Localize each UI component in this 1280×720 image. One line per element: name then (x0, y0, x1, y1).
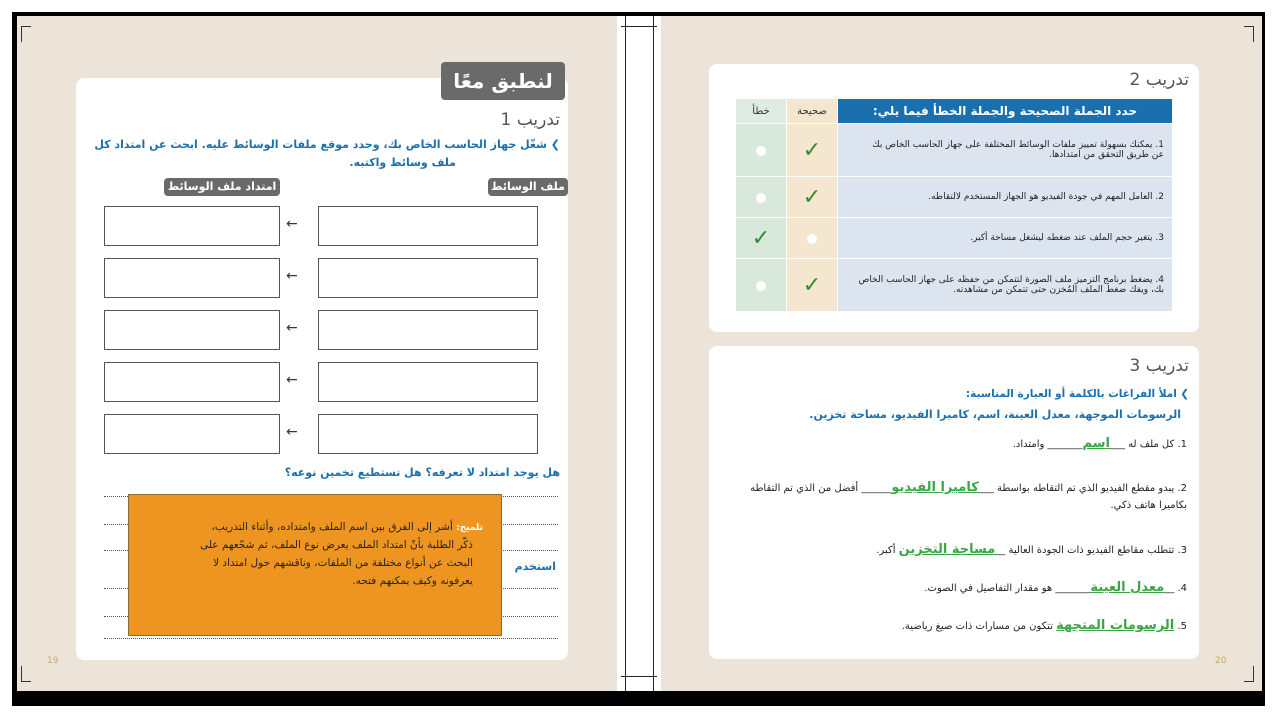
hint-note (128, 494, 502, 636)
exercise-1-card (76, 69, 568, 660)
false-cell[interactable] (736, 259, 786, 311)
extension-input[interactable] (104, 310, 280, 350)
col-true-header: صحيحة (787, 99, 837, 123)
word-bank: الرسومات الموجهة، معدل العينة، اسم، كاميرا الفيديو، مساحة تخزين. (809, 408, 1181, 421)
col-false-header: خطأ (736, 99, 786, 123)
media-file-input[interactable] (318, 362, 538, 402)
crop-mark (1244, 26, 1254, 27)
answer-2[interactable]: كاميرا الفيديو (891, 480, 979, 495)
empty-circle-icon (807, 234, 817, 244)
crop-mark (1253, 26, 1254, 42)
extension-input[interactable] (104, 362, 280, 402)
exercise-2-card (709, 64, 1199, 332)
media-file-input[interactable] (318, 414, 538, 454)
checkmark-icon: ✓ (751, 225, 771, 251)
true-false-table (735, 98, 1173, 312)
partial-label: استخدم (514, 560, 556, 573)
right-page (661, 16, 1262, 691)
crop-mark (21, 26, 31, 27)
page-number: 20 (1215, 656, 1227, 666)
statement-row: 2. العامل المهم في جودة الفيديو هو الجهاز المستخدم لالتقاطه. (838, 177, 1172, 217)
statement-row: 4. يضغط برنامج الترميز ملف الصورة لتتمكن من حفظه على جهاز الحاسب الخاص بك، ويفك ضغط الملف المُخزن حتى تتمكن من مشاهدته. (838, 259, 1172, 311)
checkmark-icon: ✓ (802, 184, 822, 210)
media-file-input[interactable] (318, 206, 538, 246)
crop-mark (1244, 681, 1254, 682)
page-number: 19 (47, 656, 59, 666)
arrow-circle-icon: ❯ (1180, 388, 1189, 400)
page-gutter (617, 16, 661, 691)
false-cell[interactable] (736, 218, 786, 258)
arrow-left-icon: ← (286, 424, 298, 440)
hint-line-1: تلميح: أشر إلى الفرق بين اسم الملف وامتداده، وأثناء التدريب، (211, 521, 483, 533)
ex3-instruction: ❯ املأ الفراغات بالكلمة أو العبارة المناسبة: (965, 388, 1189, 400)
extension-input[interactable] (104, 414, 280, 454)
media-file-input[interactable] (318, 258, 538, 298)
hint-label: تلميح: (456, 523, 483, 533)
crop-mark (21, 666, 22, 682)
exercise-2-title: تدريب 2 (1129, 70, 1189, 90)
answer-3[interactable]: مساحة التخزين (898, 542, 996, 557)
title-badge: لنطبق معًا (441, 62, 565, 100)
crop-mark (1253, 666, 1254, 682)
col-media-file: ملف الوسائط (488, 178, 568, 196)
statement-row: 3. يتغير حجم الملف عند ضغطه ليشغل مساحة أكبر. (838, 218, 1172, 258)
sentence-3: 3. تتطلب مقاطع الفيديو ذات الجودة العالية __مساحة التخزين أكبر. (876, 542, 1187, 557)
false-cell[interactable] (736, 124, 786, 176)
empty-circle-icon (756, 146, 766, 156)
sentence-2: 2. يبدو مقطع الفيديو الذي تم التقاطه بواسطة ___كاميرا الفيديو______ أفضل من الذي تم التقاطه (750, 480, 1187, 495)
arrow-left-icon: ← (286, 372, 298, 388)
hint-line-3: البحث عن أنواع مختلفة من الملفات، وناقشهم حول امتداد لا (213, 557, 473, 569)
sentence-5: 5. الرسومات المتجهة تتكون من مسارات ذات صيغ رياضية. (901, 618, 1187, 633)
answer-4[interactable]: معدل العينة (1090, 580, 1165, 595)
arrow-left-icon: ← (286, 268, 298, 284)
false-cell[interactable] (736, 177, 786, 217)
sentence-4: 4. __معدل العينة_______ هو مقدار التفاصيل في الصوت. (924, 580, 1187, 595)
col-extension: امتداد ملف الوسائط (164, 178, 280, 196)
hint-line-2: ذكّر الطلبة بأنّ امتداد الملف يعرض نوع الملف، ثم شجّعهم على (200, 539, 473, 551)
question-text: هل يوجد امتداد لا تعرفه؟ هل تستطيع تخمين نوعه؟ (284, 466, 560, 479)
exercise-3-title: تدريب 3 (1129, 356, 1189, 376)
true-cell[interactable] (787, 124, 837, 176)
arrow-circle-icon: ❯ (550, 138, 560, 151)
left-page (17, 16, 617, 691)
empty-circle-icon (756, 281, 766, 291)
checkmark-icon: ✓ (802, 137, 822, 163)
hint-line-4: يعرفونه وكيف يمكنهم فتحه. (352, 575, 473, 587)
sentence-1: 1. كل ملف له ___اسم_______ وامتداد. (1012, 436, 1187, 451)
extension-input[interactable] (104, 206, 280, 246)
sentence-2-cont: بكاميرا هاتف ذكي. (1110, 500, 1187, 511)
answer-line (104, 638, 558, 639)
instruction-line-2: ملف وسائط واكتبه. (349, 156, 456, 169)
answer-5[interactable]: الرسومات المتجهة (1056, 618, 1175, 633)
crop-mark (21, 681, 31, 682)
media-file-input[interactable] (318, 310, 538, 350)
instruction-line-1: ❯ شغّل جهاز الحاسب الخاص بك، وحدد موقع ملفات الوسائط عليه. ابحث عن امتداد كل (94, 138, 560, 151)
arrow-left-icon: ← (286, 320, 298, 336)
table-header: حدد الجملة الصحيحة والجملة الخطأ فيما يلي: (838, 99, 1172, 123)
crop-mark (21, 26, 22, 42)
true-cell[interactable] (787, 177, 837, 217)
arrow-left-icon: ← (286, 216, 298, 232)
empty-circle-icon (756, 193, 766, 203)
exercise-title: تدريب 1 (500, 110, 560, 130)
true-cell[interactable] (787, 218, 837, 258)
checkmark-icon: ✓ (802, 272, 822, 298)
answer-1[interactable]: اسم (1082, 436, 1110, 451)
extension-input[interactable] (104, 258, 280, 298)
exercise-3-card (709, 346, 1199, 659)
true-cell[interactable] (787, 259, 837, 311)
statement-row: 1. يمكنك بسهولة تمييز ملفات الوسائط المختلفة على جهاز الحاسب الخاص بك عن طريق التحقق من امتدادها. (838, 124, 1172, 176)
